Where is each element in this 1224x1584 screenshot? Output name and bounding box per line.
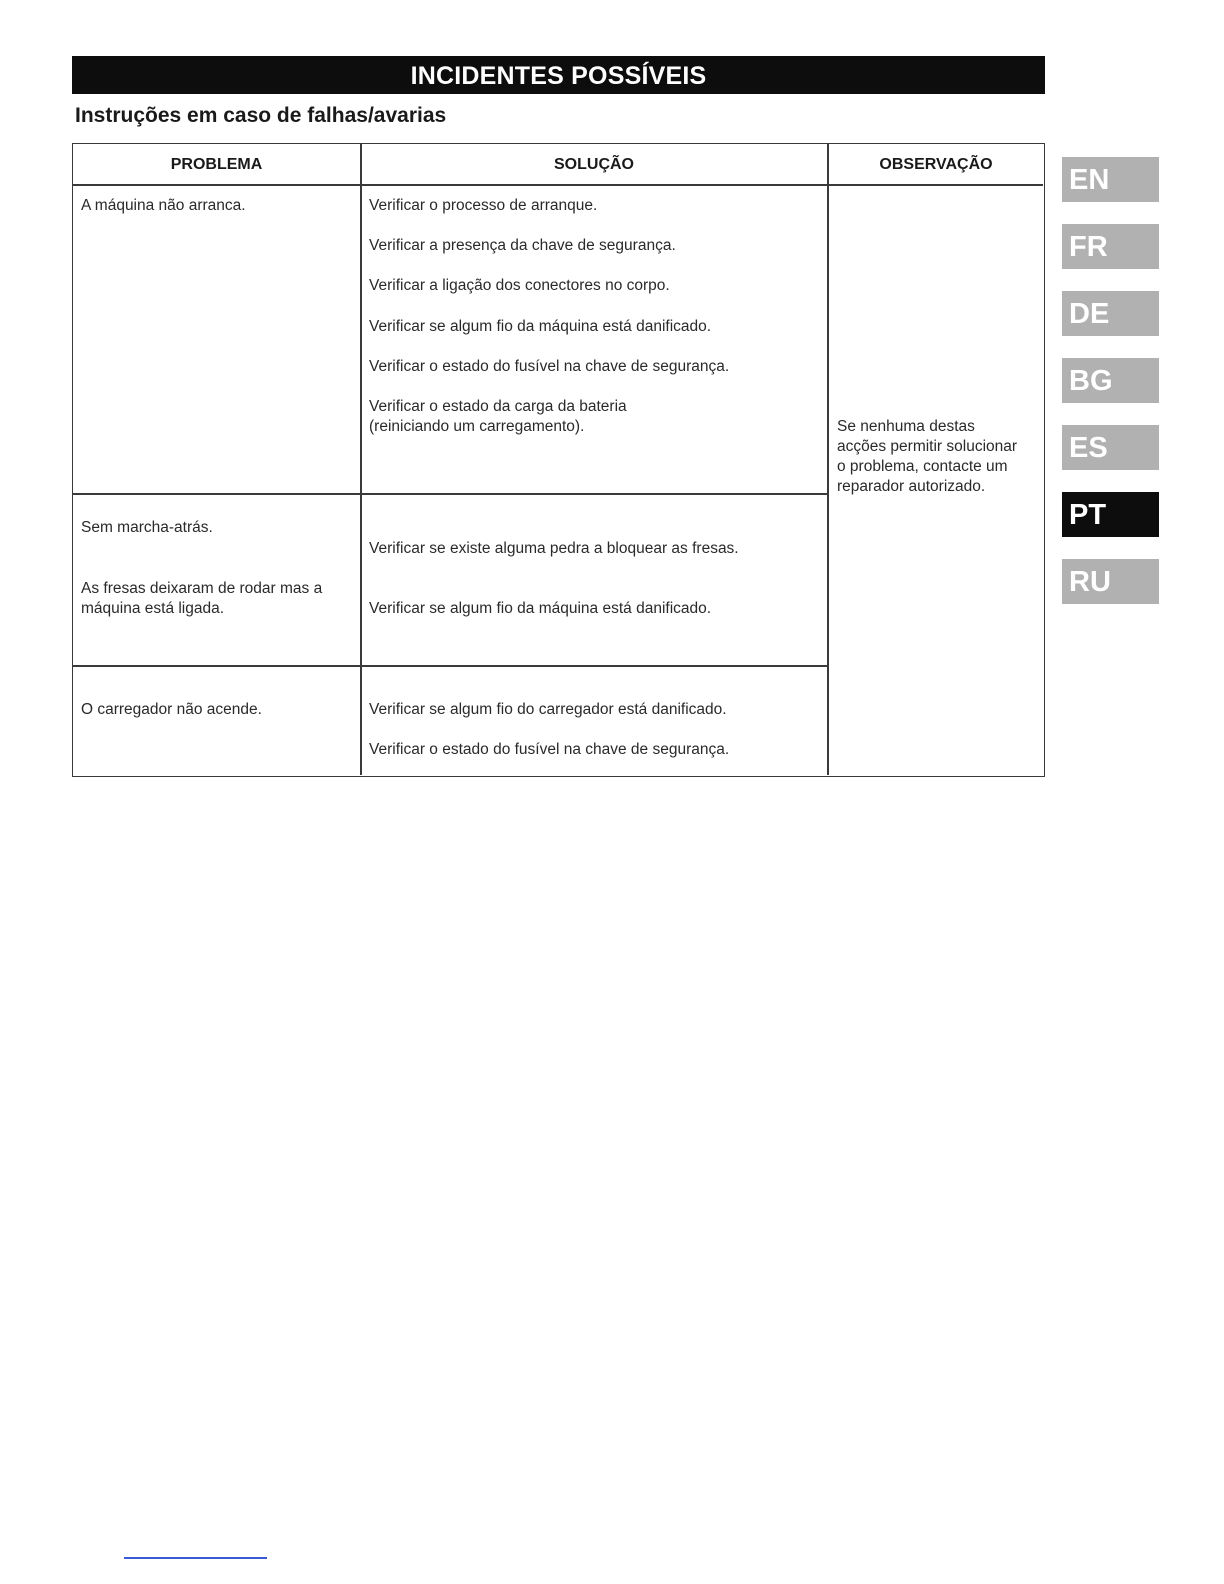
- language-tab-pt[interactable]: PT: [1062, 492, 1159, 537]
- header-problem: PROBLEMA: [170, 156, 263, 173]
- solution-cell: Verificar se algum fio da máquina está danificado.: [369, 600, 712, 617]
- note-cell: Se nenhuma destas acções permitir solucionar o problema, contacte um reparador autorizado.: [837, 418, 1018, 495]
- solution-cell: Verificar o estado do fusível na chave de segurança.: [369, 358, 730, 375]
- row-divider: [73, 493, 828, 495]
- footer-rule: [124, 1557, 267, 1559]
- solution-cell: Verificar se algum fio do carregador está danificado.: [369, 701, 727, 718]
- language-tab-en[interactable]: EN: [1062, 157, 1159, 202]
- problem-cell: Sem marcha-atrás.: [81, 519, 213, 536]
- column-divider: [360, 144, 362, 775]
- solution-cell: Verificar o estado da carga da bateria (reiniciando um carregamento).: [369, 398, 627, 435]
- column-divider: [827, 144, 829, 775]
- page-title: INCIDENTES POSSÍVEIS: [72, 56, 1045, 94]
- language-tab-de[interactable]: DE: [1062, 291, 1159, 336]
- language-tab-es[interactable]: ES: [1062, 425, 1159, 470]
- solution-cell: Verificar a ligação dos conectores no corpo.: [369, 277, 670, 294]
- solution-cell: Verificar a presença da chave de segurança.: [369, 237, 676, 254]
- language-tab-fr[interactable]: FR: [1062, 224, 1159, 269]
- problem-cell: As fresas deixaram de rodar mas a máquina está ligada.: [81, 580, 323, 617]
- solution-cell: Verificar o estado do fusível na chave de segurança.: [369, 741, 730, 758]
- troubleshooting-table: [72, 143, 1045, 777]
- language-tab-ru[interactable]: RU: [1062, 559, 1159, 604]
- problem-cell: O carregador não acende.: [81, 701, 262, 718]
- language-tab-bg[interactable]: BG: [1062, 358, 1159, 403]
- header-solution: SOLUÇÃO: [554, 156, 634, 173]
- problem-cell: A máquina não arranca.: [81, 197, 246, 214]
- header-note: OBSERVAÇÃO: [879, 156, 993, 173]
- solution-cell: Verificar se algum fio da máquina está danificado.: [369, 318, 712, 335]
- section-subtitle: Instruções em caso de falhas/avarias: [75, 104, 447, 127]
- row-divider: [73, 665, 828, 667]
- solution-cell: Verificar se existe alguma pedra a bloquear as fresas.: [369, 540, 739, 557]
- solution-cell: Verificar o processo de arranque.: [369, 197, 598, 214]
